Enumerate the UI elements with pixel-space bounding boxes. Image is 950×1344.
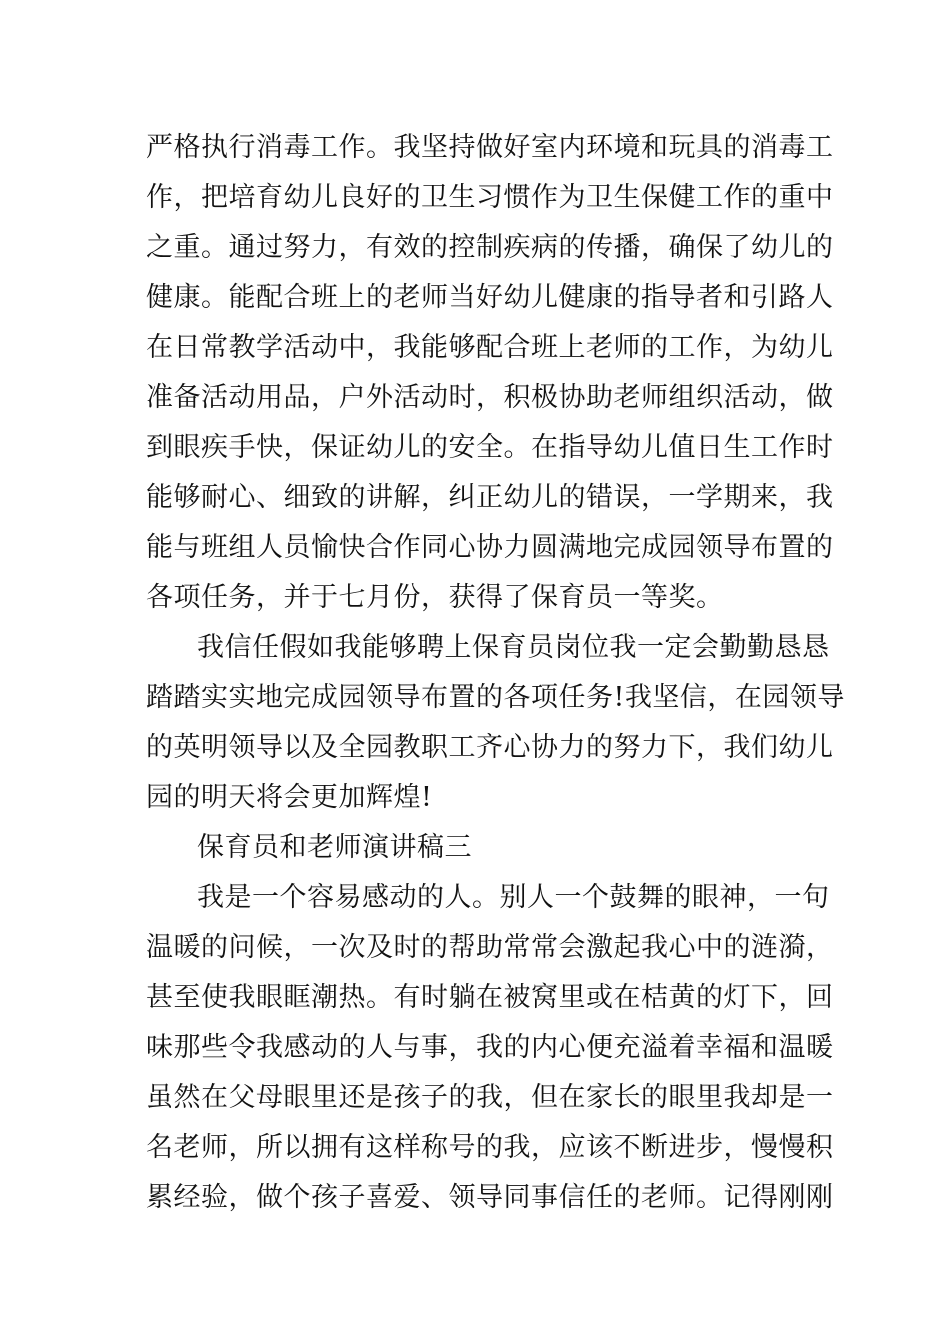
text-line: 累经验，做个孩子喜爱、领导同事信任的老师。记得刚刚 xyxy=(146,1182,834,1213)
text-line: 到眼疾手快，保证幼儿的安全。在指导幼儿值日生工作时 xyxy=(146,432,834,463)
text-line: 作，把培育幼儿良好的卫生习惯作为卫生保健工作的重中 xyxy=(146,182,834,213)
paragraph-first-line: 我信任假如我能够聘上保育员岗位我一定会勤勤恳恳 xyxy=(197,632,830,663)
text-line: 能够耐心、细致的讲解，纠正幼儿的错误，一学期来，我 xyxy=(146,482,834,513)
text-line: 虽然在父母眼里还是孩子的我，但在家长的眼里我却是一 xyxy=(146,1082,834,1113)
text-line: 味那些令我感动的人与事，我的内心便充溢着幸福和温暖 xyxy=(146,1032,834,1063)
text-line: 温暖的问候，一次及时的帮助常常会激起我心中的涟漪， xyxy=(146,932,834,963)
text-line: 之重。通过努力，有效的控制疾病的传播，确保了幼儿的 xyxy=(146,232,834,263)
section-heading: 保育员和老师演讲稿三 xyxy=(197,832,472,863)
text-line: 踏踏实实地完成园领导布置的各项任务!我坚信，在园领导 xyxy=(146,682,845,713)
text-line: 准备活动用品，户外活动时，积极协助老师组织活动，做 xyxy=(146,382,834,413)
text-line: 各项任务，并于七月份，获得了保育员一等奖。 xyxy=(146,582,724,613)
text-line: 健康。能配合班上的老师当好幼儿健康的指导者和引路人 xyxy=(146,282,834,313)
text-line: 严格执行消毒工作。我坚持做好室内环境和玩具的消毒工 xyxy=(146,132,834,163)
text-line: 园的明天将会更加辉煌! xyxy=(146,782,433,813)
text-line: 能与班组人员愉快合作同心协力圆满地完成园领导布置的 xyxy=(146,532,834,563)
text-line: 名老师，所以拥有这样称号的我，应该不断进步，慢慢积 xyxy=(146,1132,834,1163)
paragraph-first-line: 我是一个容易感动的人。别人一个鼓舞的眼神，一句 xyxy=(197,882,830,913)
text-line: 甚至使我眼眶潮热。有时躺在被窝里或在桔黄的灯下，回 xyxy=(146,982,834,1013)
text-line: 在日常教学活动中，我能够配合班上老师的工作，为幼儿 xyxy=(146,332,834,363)
text-line: 的英明领导以及全园教职工齐心协力的努力下，我们幼儿 xyxy=(146,732,834,763)
